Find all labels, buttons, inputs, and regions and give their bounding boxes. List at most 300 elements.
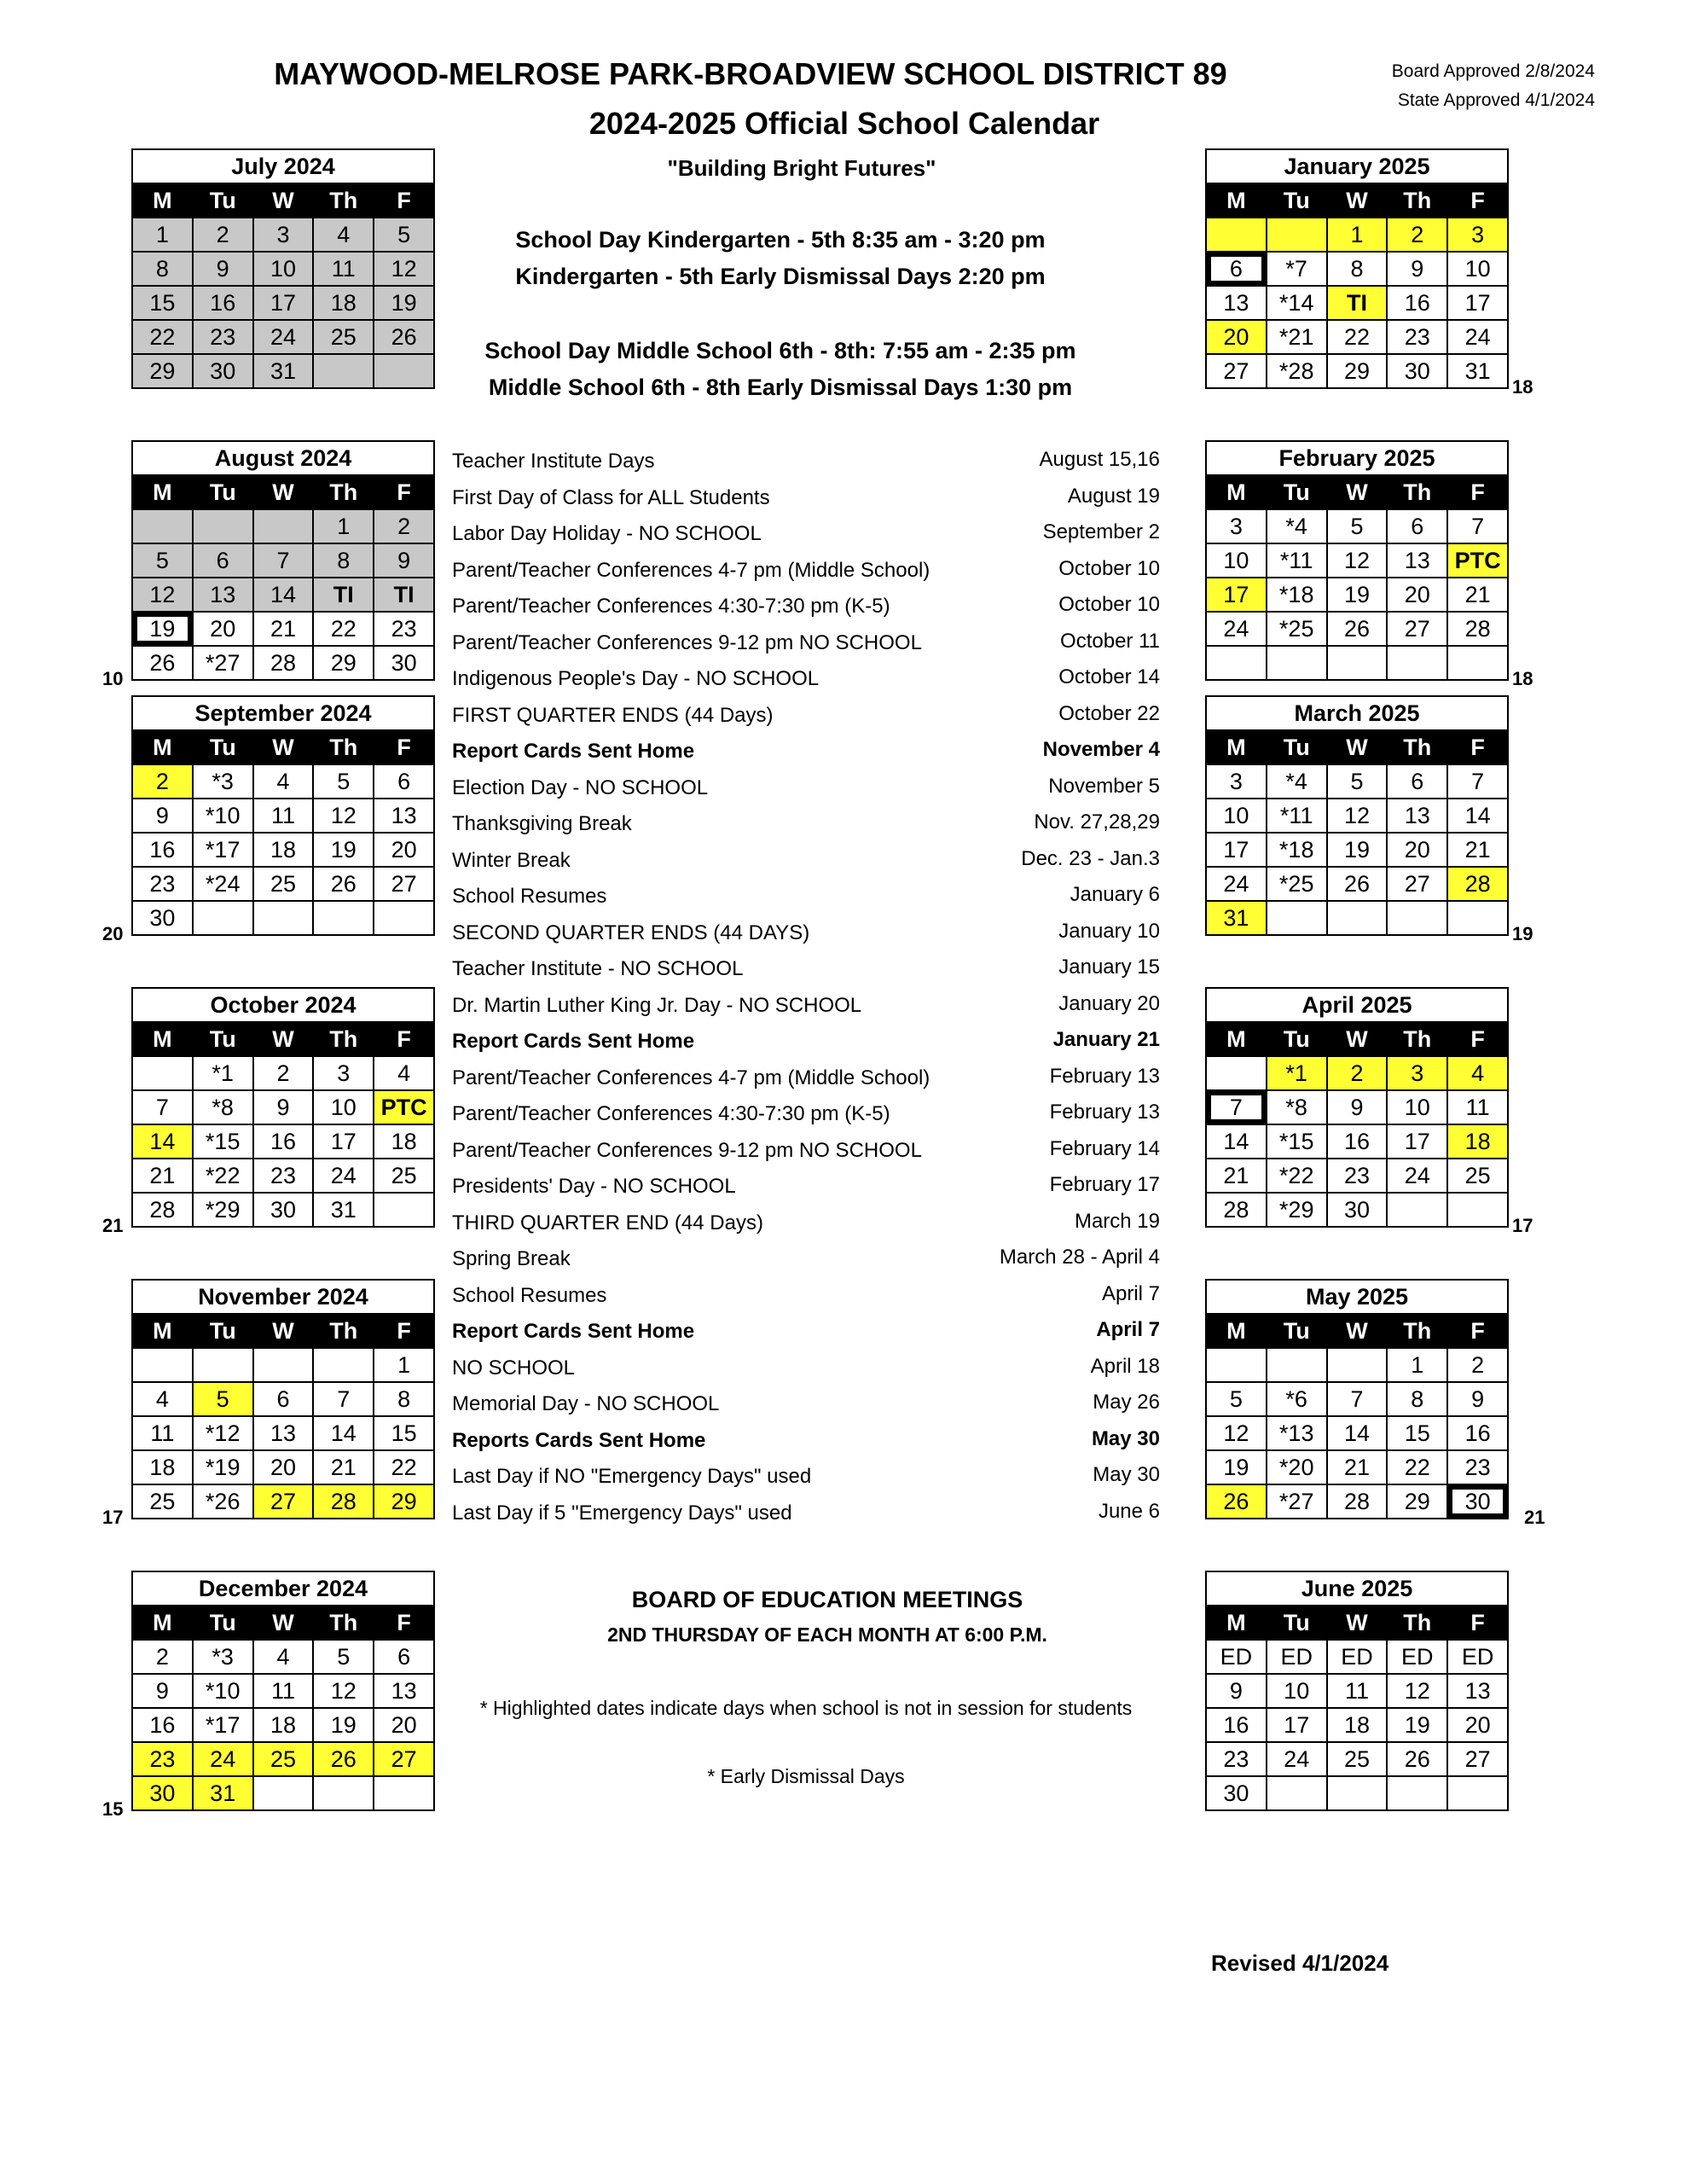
event-label: Dr. Martin Luther King Jr. Day - NO SCHOOL — [452, 994, 862, 1017]
highlight-legend-note: * Highlighted dates indicate days when school is not in session for students — [479, 1697, 1133, 1719]
weekday-header: F — [374, 730, 434, 764]
day-cell: 9 — [1447, 1382, 1508, 1416]
day-cell: 26 — [1206, 1484, 1267, 1519]
day-cell: 19 — [1387, 1708, 1447, 1742]
day-cell: *15 — [1267, 1124, 1327, 1159]
day-cell — [253, 509, 314, 543]
month-day-count: 21 — [1524, 1507, 1545, 1528]
board-approved-note: Board Approved 2/8/2024 — [1391, 61, 1595, 81]
day-cell: 13 — [1447, 1674, 1508, 1708]
weekday-header: F — [1447, 730, 1508, 764]
day-cell — [253, 1348, 314, 1382]
weekday-header: W — [1327, 1022, 1388, 1056]
day-cell: 26 — [374, 320, 434, 354]
day-cell: 14 — [132, 1124, 193, 1159]
weekday-header: F — [1447, 1606, 1508, 1640]
day-cell: 3 — [1206, 764, 1267, 799]
weekday-header: Th — [313, 475, 374, 509]
day-cell: 27 — [1447, 1742, 1508, 1776]
event-date: October 11 — [1060, 630, 1160, 653]
day-cell: *25 — [1267, 867, 1327, 901]
day-cell: 2 — [1327, 1056, 1388, 1090]
day-cell: 27 — [1387, 612, 1447, 646]
weekday-header: M — [1206, 730, 1267, 764]
day-cell: 8 — [374, 1382, 434, 1416]
day-cell: 22 — [1387, 1450, 1447, 1484]
day-cell: 30 — [1387, 354, 1447, 388]
month-title: December 2024 — [132, 1571, 434, 1606]
event-date: October 10 — [1058, 557, 1160, 580]
day-cell — [374, 1193, 434, 1227]
day-cell: 4 — [374, 1056, 434, 1090]
day-cell: 3 — [1447, 218, 1508, 252]
day-cell: 19 — [132, 612, 193, 646]
board-meetings-schedule: 2ND THURSDAY OF EACH MONTH AT 6:00 P.M. — [607, 1623, 1047, 1646]
day-cell: 20 — [374, 833, 434, 867]
day-cell: TI — [313, 578, 374, 612]
month-calendar — [131, 148, 435, 389]
day-cell: 26 — [1387, 1742, 1447, 1776]
day-cell: *26 — [193, 1484, 253, 1519]
day-cell — [1327, 901, 1388, 935]
event-label: Parent/Teacher Conferences 4:30-7:30 pm (K-5) — [452, 595, 890, 618]
month-title: February 2025 — [1206, 441, 1508, 475]
day-cell — [374, 901, 434, 935]
day-cell — [1267, 1776, 1327, 1810]
day-cell: 25 — [253, 867, 314, 901]
weekday-header: Th — [313, 1314, 374, 1348]
day-cell: 7 — [132, 1090, 193, 1124]
day-cell: 2 — [132, 764, 193, 799]
event-date: August 15,16 — [1039, 448, 1160, 471]
day-cell: 16 — [253, 1124, 314, 1159]
day-cell: 11 — [313, 252, 374, 286]
day-cell: 3 — [1387, 1056, 1447, 1090]
day-cell — [313, 1348, 374, 1382]
event-label: Indigenous People's Day - NO SCHOOL — [452, 667, 820, 690]
day-cell: 12 — [1327, 799, 1388, 833]
day-cell: 30 — [1206, 1776, 1267, 1810]
day-cell: 20 — [193, 612, 253, 646]
day-cell: *29 — [1267, 1193, 1327, 1227]
day-cell: 16 — [1327, 1124, 1388, 1159]
day-cell: 18 — [313, 286, 374, 320]
day-cell — [374, 354, 434, 388]
weekday-header: Tu — [1267, 475, 1327, 509]
weekday-header: Th — [1387, 1314, 1447, 1348]
day-cell: TI — [1327, 286, 1388, 320]
day-cell: 23 — [132, 867, 193, 901]
day-cell: 26 — [132, 646, 193, 680]
day-cell: 23 — [1327, 1159, 1388, 1193]
day-cell — [1206, 218, 1267, 252]
day-cell: 1 — [1327, 218, 1388, 252]
day-cell: 6 — [1387, 764, 1447, 799]
event-date: March 28 - April 4 — [999, 1246, 1160, 1269]
weekday-header: Th — [1387, 1022, 1447, 1056]
day-cell — [313, 1776, 374, 1810]
event-date: June 6 — [1098, 1500, 1160, 1523]
day-cell: 17 — [313, 1124, 374, 1159]
day-cell: 6 — [374, 764, 434, 799]
day-cell — [1267, 1348, 1327, 1382]
day-cell: 17 — [253, 286, 314, 320]
day-cell: 26 — [1327, 867, 1388, 901]
event-date: September 2 — [1042, 520, 1160, 543]
day-cell — [1267, 218, 1327, 252]
day-cell: 2 — [1447, 1348, 1508, 1382]
weekday-header: Th — [1387, 475, 1447, 509]
day-cell: 7 — [313, 1382, 374, 1416]
day-cell: 9 — [132, 1674, 193, 1708]
day-cell: *20 — [1267, 1450, 1327, 1484]
day-cell: 6 — [253, 1382, 314, 1416]
day-cell: 16 — [1447, 1416, 1508, 1450]
day-cell: 2 — [193, 218, 253, 252]
day-cell: 14 — [1447, 799, 1508, 833]
day-cell: 25 — [132, 1484, 193, 1519]
event-label: Thanksgiving Break — [452, 812, 632, 835]
day-cell: 20 — [374, 1708, 434, 1742]
day-cell: *25 — [1267, 612, 1327, 646]
weekday-header: F — [1447, 183, 1508, 218]
day-cell: *13 — [1267, 1416, 1327, 1450]
weekday-header: W — [1327, 730, 1388, 764]
board-meetings-title: BOARD OF EDUCATION MEETINGS — [631, 1587, 1023, 1612]
weekday-header: F — [1447, 1314, 1508, 1348]
state-approved-note: State Approved 4/1/2024 — [1397, 90, 1595, 110]
month-title: June 2025 — [1206, 1571, 1508, 1606]
day-cell: 14 — [1327, 1416, 1388, 1450]
day-cell: 27 — [374, 867, 434, 901]
day-cell: 19 — [1327, 833, 1388, 867]
motto: "Building Bright Futures" — [667, 155, 936, 181]
month-calendar — [131, 987, 435, 1228]
month-day-count: 17 — [1512, 1215, 1533, 1236]
event-date: January 21 — [1052, 1028, 1160, 1051]
day-cell: *24 — [193, 867, 253, 901]
day-cell: 18 — [1447, 1124, 1508, 1159]
event-label: Parent/Teacher Conferences 9-12 pm NO SCHOOL — [452, 1139, 922, 1162]
day-cell: 16 — [1387, 286, 1447, 320]
day-cell: 5 — [1327, 764, 1388, 799]
day-cell: 23 — [1206, 1742, 1267, 1776]
day-cell — [193, 901, 253, 935]
weekday-header: Th — [1387, 1606, 1447, 1640]
day-cell: 19 — [313, 833, 374, 867]
day-cell: *18 — [1267, 578, 1327, 612]
day-cell: 28 — [1206, 1193, 1267, 1227]
day-cell — [132, 1056, 193, 1090]
day-cell: 21 — [1327, 1450, 1388, 1484]
event-label: School Resumes — [452, 885, 607, 908]
day-cell: 12 — [313, 1674, 374, 1708]
weekday-header: Tu — [193, 1606, 253, 1640]
day-cell: 2 — [132, 1640, 193, 1674]
day-cell: 25 — [1327, 1742, 1388, 1776]
event-label: Election Day - NO SCHOOL — [452, 776, 709, 799]
day-cell — [1267, 901, 1327, 935]
day-cell — [374, 1776, 434, 1810]
day-cell: 20 — [1447, 1708, 1508, 1742]
day-cell: 5 — [374, 218, 434, 252]
event-label: NO SCHOOL — [452, 1356, 576, 1380]
ms-school-day-hours: School Day Middle School 6th - 8th: 7:55 am - 2:35 pm — [484, 338, 1076, 363]
day-cell: 24 — [1387, 1159, 1447, 1193]
month-calendar — [1205, 987, 1509, 1228]
day-cell: 19 — [1206, 1450, 1267, 1484]
day-cell: 20 — [1206, 320, 1267, 354]
weekday-header: W — [253, 183, 314, 218]
event-label: Spring Break — [452, 1247, 571, 1270]
day-cell: 18 — [132, 1450, 193, 1484]
day-cell: 16 — [1206, 1708, 1267, 1742]
day-cell: 10 — [1447, 252, 1508, 286]
day-cell: 11 — [1447, 1090, 1508, 1124]
day-cell: 28 — [313, 1484, 374, 1519]
day-cell: 4 — [253, 764, 314, 799]
weekday-header: W — [253, 1022, 314, 1056]
day-cell: 24 — [1206, 867, 1267, 901]
day-cell: 16 — [132, 833, 193, 867]
day-cell: 6 — [1206, 252, 1267, 286]
weekday-header: M — [1206, 1022, 1267, 1056]
day-cell: 24 — [253, 320, 314, 354]
day-cell: 27 — [1206, 354, 1267, 388]
event-label: Labor Day Holiday - NO SCHOOL — [452, 522, 762, 545]
day-cell: 5 — [1206, 1382, 1267, 1416]
day-cell: 13 — [1387, 543, 1447, 578]
day-cell: 19 — [313, 1708, 374, 1742]
event-date: February 13 — [1049, 1065, 1160, 1088]
day-cell: 4 — [132, 1382, 193, 1416]
calendar-title: 2024-2025 Official School Calendar — [588, 106, 1100, 141]
day-cell: 1 — [374, 1348, 434, 1382]
day-cell: 17 — [1267, 1708, 1327, 1742]
weekday-header: Th — [313, 1606, 374, 1640]
day-cell: 8 — [1327, 252, 1388, 286]
day-cell: 30 — [132, 901, 193, 935]
day-cell: 20 — [1387, 833, 1447, 867]
day-cell — [313, 901, 374, 935]
day-cell: 17 — [1447, 286, 1508, 320]
month-calendar — [1205, 695, 1509, 936]
event-date: October 10 — [1058, 593, 1160, 616]
day-cell: 7 — [1327, 1382, 1388, 1416]
day-cell: 18 — [1327, 1708, 1388, 1742]
day-cell: 30 — [132, 1776, 193, 1810]
day-cell: 28 — [1447, 867, 1508, 901]
day-cell: *8 — [193, 1090, 253, 1124]
day-cell: 9 — [253, 1090, 314, 1124]
day-cell — [193, 1348, 253, 1382]
event-date: May 30 — [1091, 1427, 1160, 1450]
weekday-header: F — [1447, 1022, 1508, 1056]
event-label: First Day of Class for ALL Students — [452, 486, 770, 509]
day-cell: 18 — [253, 1708, 314, 1742]
day-cell: 11 — [1327, 1674, 1388, 1708]
day-cell — [1447, 1776, 1508, 1810]
day-cell: 10 — [1206, 543, 1267, 578]
k5-school-day-hours: School Day Kindergarten - 5th 8:35 am - 3:20 pm — [515, 227, 1046, 253]
day-cell — [1387, 901, 1447, 935]
month-day-count: 18 — [1512, 376, 1533, 398]
ms-early-dismissal-hours: Middle School 6th - 8th Early Dismissal Days 1:30 pm — [488, 375, 1073, 400]
day-cell: 9 — [1387, 252, 1447, 286]
month-calendar — [131, 1571, 435, 1811]
weekday-header: M — [132, 183, 193, 218]
month-day-count: 19 — [1512, 923, 1533, 944]
day-cell: 6 — [374, 1640, 434, 1674]
day-cell: 28 — [1327, 1484, 1388, 1519]
day-cell: *29 — [193, 1193, 253, 1227]
day-cell: 19 — [1327, 578, 1388, 612]
day-cell: *12 — [193, 1416, 253, 1450]
event-date: March 19 — [1074, 1210, 1160, 1233]
weekday-header: Tu — [193, 730, 253, 764]
day-cell: 25 — [1447, 1159, 1508, 1193]
day-cell: 24 — [1206, 612, 1267, 646]
day-cell: 29 — [132, 354, 193, 388]
day-cell: *27 — [193, 646, 253, 680]
weekday-header: M — [1206, 1606, 1267, 1640]
day-cell: 30 — [193, 354, 253, 388]
weekday-header: F — [374, 1022, 434, 1056]
day-cell: 21 — [253, 612, 314, 646]
weekday-header: M — [1206, 183, 1267, 218]
day-cell: 10 — [1206, 799, 1267, 833]
day-cell — [1267, 646, 1327, 680]
day-cell — [1206, 1056, 1267, 1090]
day-cell: 13 — [1206, 286, 1267, 320]
month-calendar — [131, 440, 435, 681]
day-cell: 13 — [374, 1674, 434, 1708]
day-cell: *11 — [1267, 543, 1327, 578]
day-cell — [253, 901, 314, 935]
day-cell: *6 — [1267, 1382, 1327, 1416]
day-cell: 5 — [193, 1382, 253, 1416]
event-date: May 26 — [1093, 1391, 1160, 1414]
day-cell: 7 — [1447, 764, 1508, 799]
weekday-header: W — [253, 1314, 314, 1348]
day-cell: 25 — [253, 1742, 314, 1776]
day-cell: 12 — [1206, 1416, 1267, 1450]
event-label: Last Day if 5 "Emergency Days" used — [452, 1502, 792, 1525]
event-label: FIRST QUARTER ENDS (44 Days) — [452, 704, 774, 727]
day-cell: 27 — [374, 1742, 434, 1776]
day-cell: 29 — [374, 1484, 434, 1519]
day-cell: *1 — [1267, 1056, 1327, 1090]
day-cell: 21 — [1447, 578, 1508, 612]
day-cell: 26 — [313, 1742, 374, 1776]
day-cell — [1327, 646, 1388, 680]
weekday-header: Tu — [193, 1022, 253, 1056]
day-cell: 8 — [313, 543, 374, 578]
event-label: Report Cards Sent Home — [452, 740, 695, 763]
day-cell: 27 — [253, 1484, 314, 1519]
early-dismissal-legend-note: * Early Dismissal Days — [707, 1765, 905, 1787]
weekday-header: Th — [313, 1022, 374, 1056]
district-title: MAYWOOD-MELROSE PARK-BROADVIEW SCHOOL DISTRICT 89 — [274, 56, 1227, 91]
event-label: Parent/Teacher Conferences 4-7 pm (Middle School) — [452, 1066, 930, 1089]
event-date: Dec. 23 - Jan.3 — [1021, 847, 1160, 870]
day-cell: 9 — [1327, 1090, 1388, 1124]
weekday-header: F — [374, 1606, 434, 1640]
day-cell: 12 — [313, 799, 374, 833]
day-cell: 22 — [374, 1450, 434, 1484]
month-calendar — [131, 695, 435, 936]
day-cell: *8 — [1267, 1090, 1327, 1124]
day-cell: 5 — [132, 543, 193, 578]
day-cell: ED — [1447, 1640, 1508, 1674]
event-label: Memorial Day - NO SCHOOL — [452, 1392, 720, 1415]
day-cell — [1447, 646, 1508, 680]
day-cell: 21 — [132, 1159, 193, 1193]
event-date: August 19 — [1067, 485, 1160, 508]
day-cell: 1 — [313, 509, 374, 543]
day-cell — [1206, 646, 1267, 680]
day-cell: 10 — [1267, 1674, 1327, 1708]
day-cell: 27 — [1387, 867, 1447, 901]
weekday-header: M — [1206, 475, 1267, 509]
day-cell — [132, 1348, 193, 1382]
day-cell: 11 — [132, 1416, 193, 1450]
event-date: April 7 — [1101, 1282, 1160, 1305]
weekday-header: Tu — [193, 183, 253, 218]
day-cell: 10 — [1387, 1090, 1447, 1124]
day-cell: *3 — [193, 1640, 253, 1674]
day-cell: 18 — [253, 833, 314, 867]
day-cell: 26 — [313, 867, 374, 901]
event-label: SECOND QUARTER ENDS (44 DAYS) — [452, 921, 810, 944]
day-cell: *7 — [1267, 252, 1327, 286]
day-cell: *10 — [193, 1674, 253, 1708]
day-cell: 23 — [132, 1742, 193, 1776]
day-cell: 22 — [1327, 320, 1388, 354]
weekday-header: F — [1447, 475, 1508, 509]
event-date: Nov. 27,28,29 — [1034, 810, 1160, 834]
month-calendar — [1205, 1279, 1509, 1519]
weekday-header: W — [253, 730, 314, 764]
day-cell: 3 — [1206, 509, 1267, 543]
day-cell: 5 — [313, 764, 374, 799]
day-cell: 12 — [132, 578, 193, 612]
month-title: August 2024 — [132, 441, 434, 475]
day-cell: 8 — [1387, 1382, 1447, 1416]
day-cell: 29 — [1387, 1484, 1447, 1519]
month-title: July 2024 — [132, 149, 434, 183]
day-cell — [193, 509, 253, 543]
month-calendar — [1205, 1571, 1509, 1811]
event-label: Parent/Teacher Conferences 4-7 pm (Middle School) — [452, 559, 930, 582]
day-cell: 14 — [1206, 1124, 1267, 1159]
day-cell: 9 — [374, 543, 434, 578]
weekday-header: Th — [313, 730, 374, 764]
event-label: THIRD QUARTER END (44 Days) — [452, 1211, 763, 1234]
day-cell: *22 — [1267, 1159, 1327, 1193]
event-label: Reports Cards Sent Home — [452, 1429, 706, 1452]
day-cell: 31 — [253, 354, 314, 388]
weekday-header: W — [1327, 183, 1388, 218]
day-cell: 20 — [253, 1450, 314, 1484]
weekday-header: M — [132, 730, 193, 764]
event-date: October 14 — [1058, 665, 1160, 688]
event-date: January 10 — [1058, 920, 1160, 943]
weekday-header: W — [253, 475, 314, 509]
day-cell: 13 — [193, 578, 253, 612]
weekday-header: Th — [313, 183, 374, 218]
day-cell: *18 — [1267, 833, 1327, 867]
